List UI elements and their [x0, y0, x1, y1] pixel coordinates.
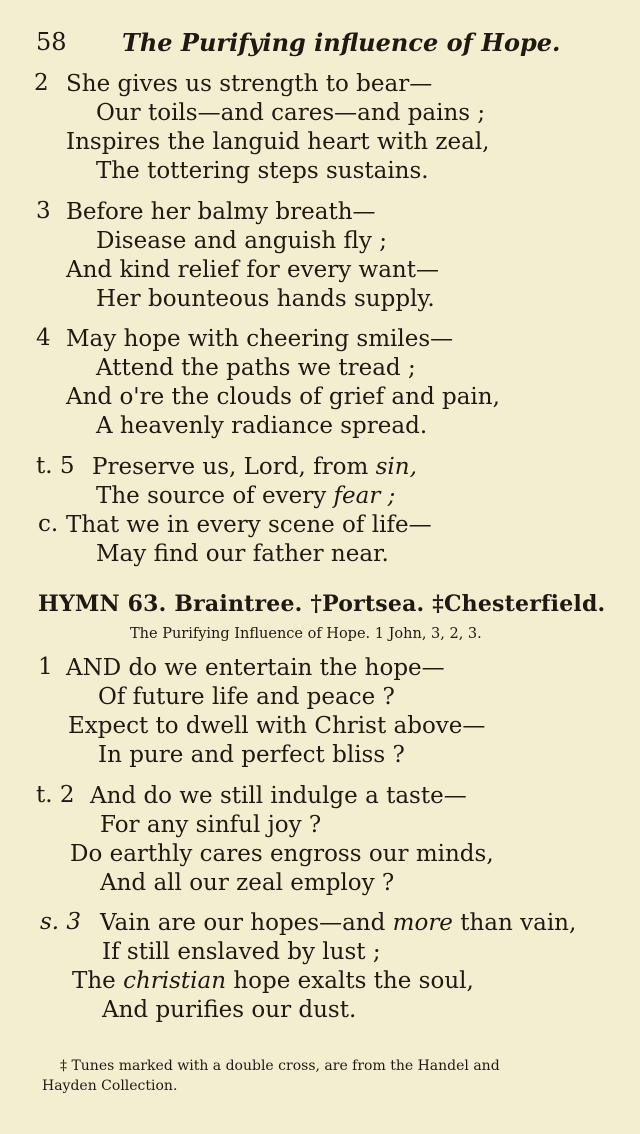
- verse-line: Before her balmy breath—: [66, 199, 376, 225]
- verse-line: And purifies our dust.: [102, 997, 357, 1023]
- verse-line: In pure and perfect bliss ?: [98, 742, 405, 768]
- stanza-number: 2: [34, 70, 49, 96]
- verse-line: Inspires the languid heart with zeal,: [66, 129, 490, 155]
- verse-line: Our toils—and cares—and pains ;: [96, 100, 486, 126]
- verse-line: Expect to dwell with Christ above—: [68, 713, 486, 739]
- page-number: 58: [36, 28, 67, 56]
- verse-line: Do earthly cares engross our minds,: [70, 841, 494, 867]
- verse-line: Vain are our hopes—and more than vain,: [100, 910, 577, 936]
- stanza-marker: t. 2: [36, 782, 75, 808]
- verse-line: And o're the clouds of grief and pain,: [66, 384, 500, 410]
- stanza-number: 3: [36, 198, 51, 224]
- verse-line: Her bounteous hands supply.: [96, 286, 435, 312]
- verse-line: The tottering steps sustains.: [96, 158, 429, 184]
- stanza-marker: s. 3: [40, 909, 82, 935]
- verse-line: May find our father near.: [96, 541, 389, 567]
- footnote-line: ‡ Tunes marked with a double cross, are from the Handel and: [60, 1058, 500, 1074]
- verse-line: She gives us strength to bear—: [66, 71, 433, 97]
- verse-line: If still enslaved by lust ;: [102, 939, 381, 965]
- stanza-number: 1: [38, 654, 53, 680]
- verse-line: Preserve us, Lord, from sin,: [92, 454, 417, 480]
- verse-line: And do we still indulge a taste—: [90, 783, 467, 809]
- footnote-line: Hayden Collection.: [42, 1078, 178, 1094]
- stanza-marker: t. 5: [36, 453, 75, 479]
- verse-line: For any sinful joy ?: [100, 812, 322, 838]
- verse-line: Attend the paths we tread ;: [96, 355, 416, 381]
- verse-line: Of future life and peace ?: [98, 684, 395, 710]
- verse-line: The source of every fear ;: [96, 483, 396, 509]
- stanza-number: 4: [36, 325, 51, 351]
- verse-line: A heavenly radiance spread.: [96, 413, 428, 439]
- verse-line: And all our zeal employ ?: [100, 870, 395, 896]
- verse-line: And kind relief for every want—: [66, 257, 439, 283]
- hymn-subtitle: The Purifying Influence of Hope. 1 John, 3, 2, 3.: [130, 626, 482, 642]
- stanza-marker: c.: [38, 511, 59, 537]
- hymn-title: HYMN 63. Braintree. †Portsea. ‡Chesterfield.: [38, 591, 606, 617]
- running-title: The Purifying influence of Hope.: [122, 28, 561, 57]
- verse-line: May hope with cheering smiles—: [66, 326, 454, 352]
- verse-line: The christian hope exalts the soul,: [72, 968, 474, 994]
- verse-line: Disease and anguish fly ;: [96, 228, 387, 254]
- verse-line: AND do we entertain the hope—: [66, 655, 445, 681]
- verse-line: That we in every scene of life—: [66, 512, 432, 538]
